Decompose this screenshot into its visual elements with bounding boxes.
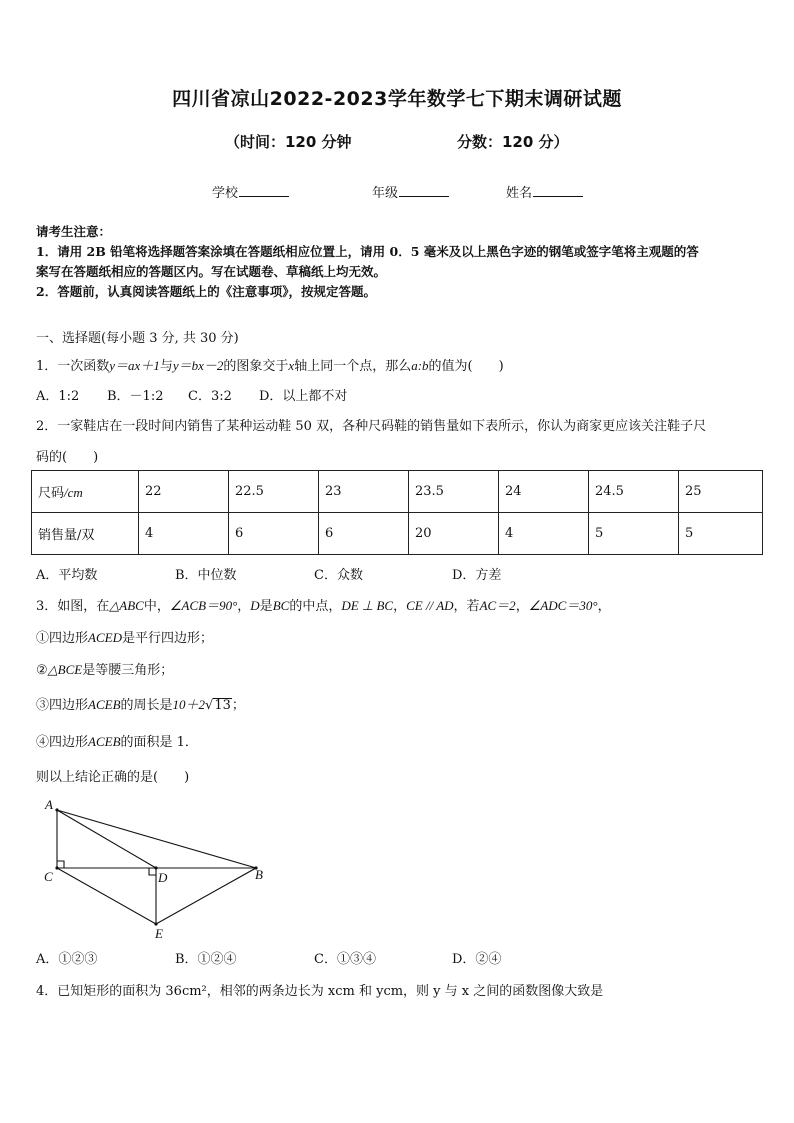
q1-option-d[interactable]: D．以上都不对 <box>259 389 348 404</box>
q3-text: ③四边形 <box>36 698 89 713</box>
table-row <box>32 471 763 513</box>
q3-radicand: 13 <box>214 698 231 713</box>
table-cell: 6 <box>319 513 409 555</box>
question-3 <box>36 595 611 614</box>
sales-table <box>31 470 763 555</box>
question-2-line-1: 2．一家鞋店在一段时间内销售了某种运动鞋 50 双，各种尺码鞋的销售量如下表所示，你认为商家更应该关注鞋子尺 <box>36 419 707 434</box>
triangle-figure <box>36 795 276 945</box>
table-cell: 5 <box>589 513 679 555</box>
q3-math: CE // AD <box>406 598 454 613</box>
q3-text: ② <box>36 663 48 678</box>
segment-ce <box>57 868 156 924</box>
question-1 <box>36 355 504 374</box>
table-cell: 22.5 <box>229 471 319 513</box>
page-title: 四川省凉山2022-2023学年数学七下期末调研试题 <box>172 88 622 110</box>
table-cell: 23.5 <box>409 471 499 513</box>
q1-eq2: y＝bx－2 <box>172 358 224 373</box>
q3-ask: 则以上结论正确的是( ) <box>36 770 190 785</box>
q3-text: ； <box>231 698 245 713</box>
q3-math: ∠ACB＝90° <box>169 598 238 613</box>
question-2-line-2: 码的( ) <box>36 450 99 465</box>
q1-text: 轴上同一个点，那么 <box>294 359 412 374</box>
q3-text: 3．如图，在 <box>36 599 110 614</box>
table-cell <box>32 471 139 513</box>
q1-text: 的图象交于 <box>223 359 289 374</box>
q3-option-a[interactable]: A．①②③ <box>36 952 98 967</box>
segment-ad <box>57 810 156 868</box>
q3-text: ， <box>597 599 611 614</box>
q3-text: 是平行四边形； <box>121 631 213 646</box>
label-c: C <box>44 869 53 884</box>
school-blank[interactable] <box>239 184 289 197</box>
question-4: 4．已知矩形的面积为 36cm²，相邻的两条边长为 xcm 和 ycm，则 y 与 x 之间的函数图像大致是 <box>36 984 604 999</box>
sqrt-sign: √ <box>205 698 214 713</box>
q2-option-c[interactable]: C．众数 <box>314 568 363 583</box>
q2-option-a[interactable]: A．平均数 <box>36 568 98 583</box>
grade-field <box>372 182 449 201</box>
q3-math: △BCE <box>47 662 83 677</box>
section-title: 一、选择题(每小题 3 分, 共 30 分) <box>36 331 239 346</box>
table-cell: 4 <box>499 513 589 555</box>
q3-text: 的面积是 1． <box>120 735 198 750</box>
label-a: A <box>45 797 53 812</box>
q1-option-a[interactable]: A．1:2 <box>36 389 80 404</box>
q3-text: ， <box>237 599 251 614</box>
grade-label: 年级 <box>372 186 399 201</box>
q3-text: ， <box>393 599 407 614</box>
q3-text: 是 <box>259 599 273 614</box>
table-cell: 24.5 <box>589 471 679 513</box>
q3-math: BC <box>272 598 290 613</box>
q1-option-b[interactable]: B．－1:2 <box>107 389 164 404</box>
q3-math: ACEB <box>88 734 121 749</box>
q3-text: 的中点， <box>289 599 342 614</box>
q3-option-b[interactable]: B．①②④ <box>175 952 237 967</box>
q3-text: 是等腰三角形； <box>82 663 174 678</box>
segment-eb <box>156 868 256 924</box>
point-c <box>55 866 58 869</box>
school-label: 学校 <box>212 186 239 201</box>
school-field <box>212 182 289 201</box>
name-label: 姓名 <box>506 186 533 201</box>
notice-item-1-line-2: 案写在答题纸相应的答题区内。写在试题卷、草稿纸上均无效。 <box>36 264 387 279</box>
q3-statement-3 <box>36 694 245 713</box>
q3-statement-1 <box>36 627 213 646</box>
q3-math: D <box>250 598 260 613</box>
q3-math: DE ⊥ BC <box>341 598 394 613</box>
q3-text: ①四边形 <box>36 631 89 646</box>
q3-statement-4 <box>36 731 198 750</box>
q1-option-c[interactable]: C．3:2 <box>188 389 232 404</box>
table-cell: 20 <box>409 513 499 555</box>
table-cell: 23 <box>319 471 409 513</box>
label-e: E <box>155 926 163 941</box>
table-cell: 22 <box>139 471 229 513</box>
name-blank[interactable] <box>533 184 583 197</box>
q3-text: ④四边形 <box>36 735 89 750</box>
q3-text: 的周长是 <box>120 698 173 713</box>
q1-text: 1．一次函数 <box>36 359 110 374</box>
table-cell: 6 <box>229 513 319 555</box>
q1-ratio: a:b <box>411 358 429 373</box>
label-d: D <box>158 870 168 885</box>
table-row <box>32 513 763 555</box>
q3-statement-2 <box>36 659 173 678</box>
q3-math: AC＝2 <box>479 598 516 613</box>
q3-text: ， <box>515 599 529 614</box>
name-field <box>506 182 583 201</box>
q3-option-d[interactable]: D．②④ <box>452 952 502 967</box>
table-cell: 销售量/双 <box>32 513 139 555</box>
notice-heading: 请考生注意： <box>36 224 112 239</box>
q3-math: ACEB <box>88 697 121 712</box>
table-cell: 24 <box>499 471 589 513</box>
q3-text: ，若 <box>453 599 480 614</box>
point-a <box>55 808 58 811</box>
table-cell: 5 <box>679 513 763 555</box>
label-b: B <box>255 867 263 882</box>
table-cell: 25 <box>679 471 763 513</box>
q3-math: 10＋2 <box>172 697 206 712</box>
q2-option-b[interactable]: B．中位数 <box>175 568 237 583</box>
q3-math: ∠ADC＝30° <box>528 598 598 613</box>
q3-option-c[interactable]: C．①③④ <box>314 952 376 967</box>
q1-text: 与 <box>159 359 173 374</box>
q2-option-d[interactable]: D．方差 <box>452 568 502 583</box>
table-cell: 4 <box>139 513 229 555</box>
exam-score: 分数：120 分） <box>457 133 569 151</box>
segment-ab <box>57 810 256 868</box>
size-label: 尺码 <box>38 486 65 501</box>
notice-item-1-line-1: 1．请用 2B 铅笔将选择题答案涂填在答题纸相应位置上，请用 0．5 毫米及以上黑色字迹的钢笔或签字笔将主观题的答 <box>36 244 699 259</box>
notice-item-2: 2．答题前，认真阅读答题纸上的《注意事项》，按规定答题。 <box>36 284 376 299</box>
q3-text: 中， <box>143 599 170 614</box>
q3-math: △ABC <box>109 598 144 613</box>
q1-eq1: y＝ax＋1 <box>109 358 160 373</box>
q1-var: x <box>288 358 295 373</box>
exam-time: （时间：120 分钟 <box>225 133 352 151</box>
q3-math: ACED <box>88 630 122 645</box>
notice-block <box>36 222 758 302</box>
grade-blank[interactable] <box>399 184 449 197</box>
q1-text: 的值为( ) <box>428 359 504 374</box>
size-unit: /cm <box>64 485 83 500</box>
